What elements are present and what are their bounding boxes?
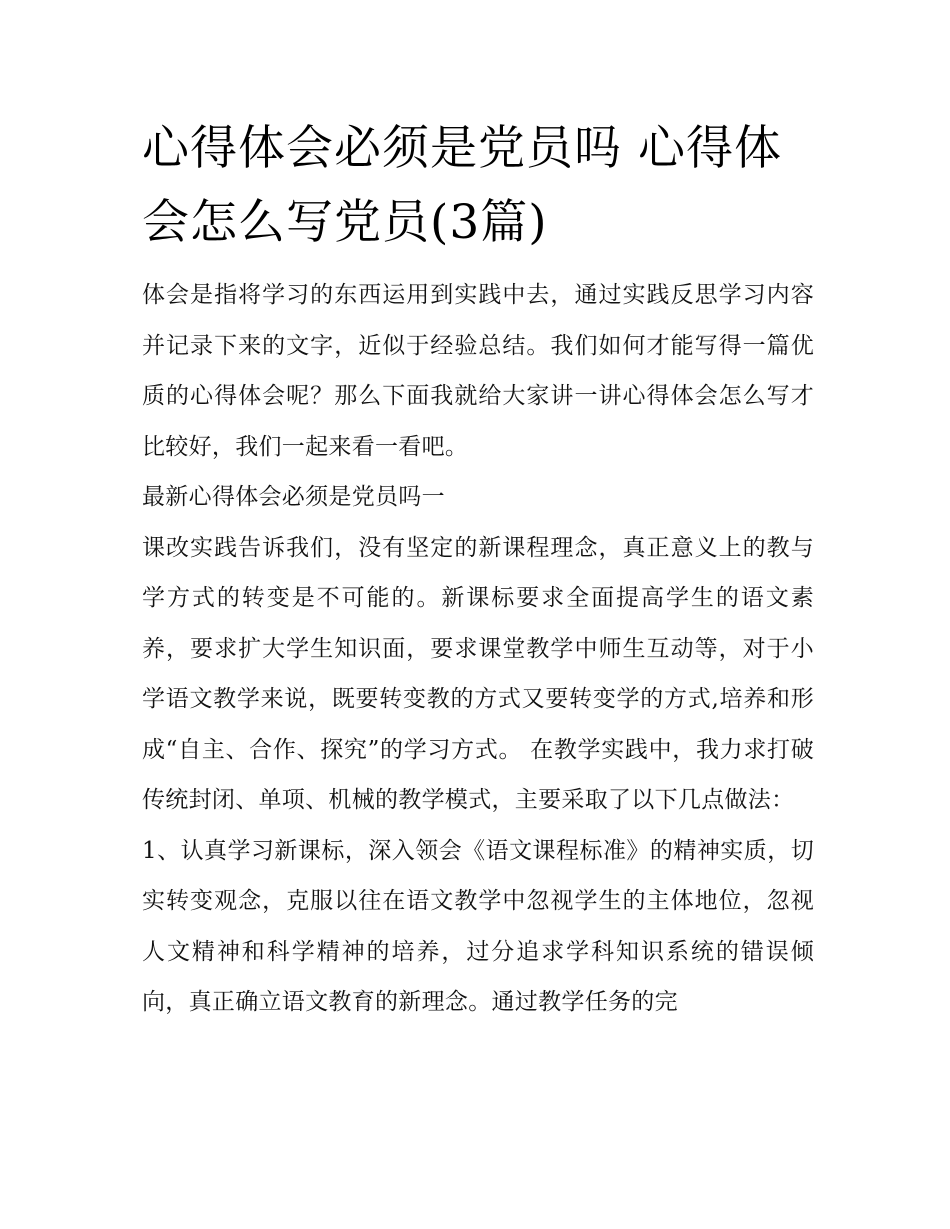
intro-paragraph: 体会是指将学习的东西运用到实践中去，通过实践反思学习内容并记录下来的文字，近似于经验总结。我们如何才能写得一篇优质的心得体会呢？那么下面我就给大家讲一讲心得体会怎么写才比较好，我们一起来看一看吧。 xyxy=(142,282,814,460)
section-heading: 最新心得体会必须是党员吗一 xyxy=(142,484,445,510)
document-page xyxy=(142,112,814,1028)
list-item-paragraph: 1、认真学习新课标，深入领会《语文课程标准》的精神实质，切实转变观念，克服以往在语文教学中忽视学生的主体地位，忽视人文精神和科学精神的培养，过分追求学科知识系统的错误倾向，真正确立语文教育的新理念。通过教学任务的完 xyxy=(142,837,814,1015)
document-title: 心得体会必须是党员吗 心得体会怎么写党员(3篇) xyxy=(142,121,782,250)
body-paragraph: 课改实践告诉我们，没有坚定的新课程理念，真正意义上的教与学方式的转变是不可能的。新课标要求全面提高学生的语文素养，要求扩大学生知识面，要求课堂教学中师生互动等，对于小学语文教学来说，既要转变教的方式又要转变学的方式,培养和形成“自主、合作、探究”的学习方式。 在教学实践中，我力求打破传统封闭、单项、机械的教学模式，主要采取了以下几点做法： xyxy=(142,534,814,813)
